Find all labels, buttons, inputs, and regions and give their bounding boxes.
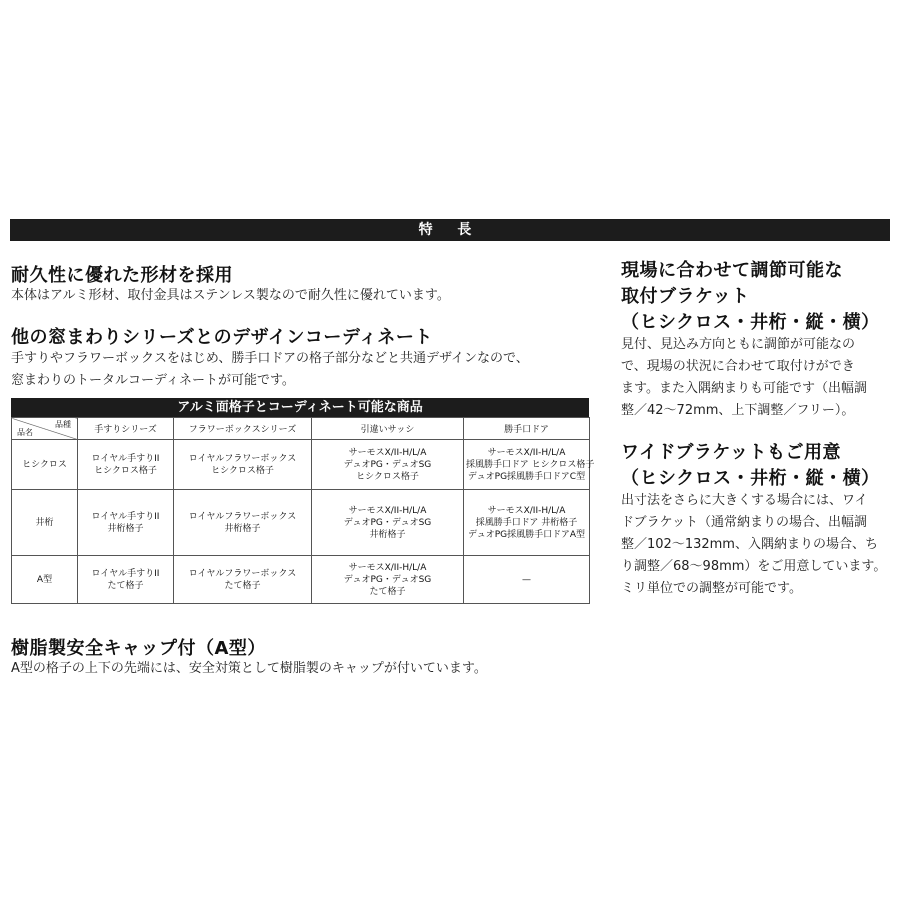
row-name: 井桁 [12,490,78,556]
body-line: ドブラケット（通常納まりの場合、出幅調 [621,515,867,530]
table-row [12,440,590,490]
row-name: ヒシクロス [12,440,78,490]
heading-line: （ヒシクロス・井桁・縦・横） [621,468,880,489]
body-line: 出寸法をさらに大きくする場合には、ワイ [621,493,868,508]
cell-line: たて格子 [224,580,261,591]
cell-line: ヒシクロス格子 [211,465,274,476]
cell-line: たて格子 [107,580,144,591]
durability-heading: 耐久性に優れた形材を採用 [11,265,233,286]
cell-line: ロイヤルフラワーボックス [188,453,297,464]
cell-line: サーモスX/II-H/L/A [487,505,566,516]
table-cell [312,556,464,604]
cell-line: たて格子 [369,586,406,597]
wide-bracket-heading [621,440,880,492]
cell-line: ロイヤル手すりII [91,568,160,579]
cell-line: デュオPG採風勝手口ドアC型 [467,471,586,482]
cell-line: デュオPG・デュオSG [343,574,432,585]
table-cell [464,440,595,490]
safety-cap-heading: 樹脂製安全キャップ付（A型） [11,638,266,659]
body-line: 見付、見込み方向ともに調節が可能なの [621,337,856,352]
cell-line: サーモスX/II-H/L/A [487,447,566,458]
cell-line: ロイヤルフラワーボックス [188,511,297,522]
table-cell [174,490,312,556]
table-header-row [12,418,590,440]
corner-type-label: 品種 [55,420,71,429]
table-cell [78,490,174,556]
cell-line: 井桁格子 [107,523,144,534]
cell-line: デュオPG採風勝手口ドアA型 [467,529,586,540]
table-cell [78,556,174,604]
body-line: で、現場の状況に合わせて取付けができ [621,359,855,374]
corner-name-label: 品名 [17,428,33,437]
heading-line: 取付ブラケット [621,286,750,307]
table-cell [464,556,590,604]
cell-line: ヒシクロス格子 [356,471,419,482]
safety-cap-text: A型の格子の上下の先端には、安全対策として樹脂製のキャップが付いています。 [11,661,487,676]
row-name: A型 [12,556,78,604]
coordinate-text-line: 窓まわりのトータルコーディネートが可能です。 [11,373,295,388]
adjustable-bracket-text [621,334,867,422]
heading-line: （ヒシクロス・井桁・縦・横） [621,312,880,333]
coordinate-text [11,348,529,392]
cell-line: デュオPG・デュオSG [343,517,432,528]
cell-line: 採風勝手口ドア ヒシクロス格子 [466,459,595,470]
table-cell [174,556,312,604]
header-sliding-sash: 引違いサッシ [312,418,464,440]
products-table [11,417,595,604]
cell-line: 井桁格子 [224,523,261,534]
table-row [12,556,590,604]
cell-line: 採風勝手口ドア 井桁格子 [475,517,578,528]
header-railing: 手すりシリーズ [78,418,174,440]
heading-line: 現場に合わせて調節可能な [621,260,843,281]
table-cell [78,440,174,490]
cell-line: サーモスX/II-H/L/A [348,447,427,458]
cell-line: ロイヤル手すりII [91,511,160,522]
table-cell [464,490,590,556]
header-flowerbox: フラワーボックスシリーズ [174,418,312,440]
cell-line: デュオPG・デュオSG [343,459,432,470]
table-cell [174,440,312,490]
table-row [12,490,590,556]
heading-line: ワイドブラケットもご用意 [621,442,842,463]
adjustable-bracket-heading [621,258,880,336]
header-back-door: 勝手口ドア [464,418,590,440]
features-banner: 特 長 [10,219,890,241]
body-line: ます。また入隅納まりも可能です（出幅調 [621,381,867,396]
table-cell [312,440,464,490]
cell-line: ロイヤル手すりII [91,453,160,464]
body-line: り調整／68～98mm）をご用意しています。 [621,559,887,574]
cell-line: サーモスX/II-H/L/A [348,505,427,516]
cell-line: ヒシクロス格子 [94,465,157,476]
cell-line: ロイヤルフラワーボックス [188,568,297,579]
cell-line: サーモスX/II-H/L/A [348,562,427,573]
coordinate-products-table [11,398,595,604]
table-corner-cell [12,418,78,440]
cell-line: — [522,574,531,585]
table-caption: アルミ面格子とコーディネート可能な商品 [11,398,589,417]
cell-line: 井桁格子 [369,529,406,540]
coordinate-text-line: 手すりやフラワーボックスをはじめ、勝手口ドアの格子部分などと共通デザインなので、 [11,351,529,366]
durability-text: 本体はアルミ形材、取付金具はステンレス製なので耐久性に優れています。 [11,288,450,303]
body-line: 整／42～72mm、上下調整／フリー）。 [621,403,855,418]
table-cell [312,490,464,556]
wide-bracket-text [621,490,886,600]
body-line: 整／102～132mm、入隅納まりの場合、ち [621,537,878,552]
coordinate-heading: 他の窓まわりシリーズとのデザインコーディネート [11,327,433,348]
body-line: ミリ単位での調整が可能です。 [621,581,802,596]
